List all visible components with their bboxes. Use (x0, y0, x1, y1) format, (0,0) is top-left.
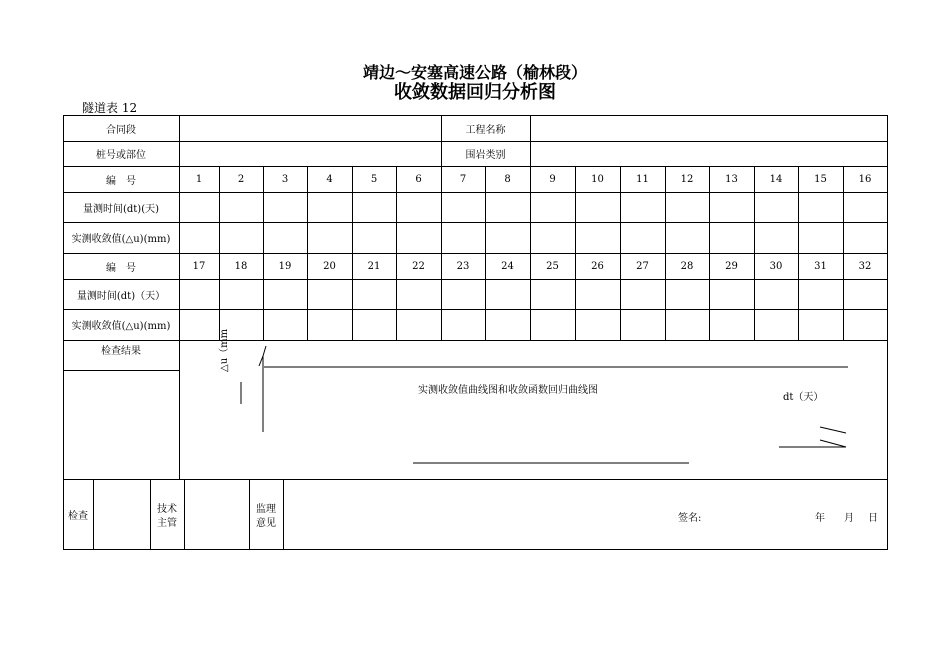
number-label-1: 编 号 (106, 175, 136, 187)
table-row-line (63, 279, 888, 280)
table-row-line (63, 309, 888, 310)
number-cell-1: 1 (195, 173, 203, 185)
number-cell-14: 30 (769, 260, 783, 272)
number-cell-9: 25 (546, 260, 559, 272)
number-cell-12: 12 (680, 173, 694, 185)
table-row-line (63, 222, 888, 223)
table-column-line (184, 479, 185, 549)
year-label: 年 (815, 513, 825, 524)
y-axis-arrow (259, 356, 263, 366)
x-axis-arrow (820, 440, 846, 447)
value-label-1: 实测收敛值(△u)(mm) (71, 234, 171, 245)
document-title: 靖边～安塞高速公路（榆林段） (362, 63, 587, 82)
rock-class-label: 围岩类别 (465, 150, 506, 161)
number-cell-4: 4 (326, 173, 333, 185)
number-cell-12: 28 (680, 260, 694, 272)
document-subtitle: 收敛数据回归分析图 (394, 82, 556, 103)
number-cell-7: 23 (456, 260, 470, 272)
table-column-line (93, 479, 94, 549)
number-cell-5: 5 (370, 173, 378, 185)
day-label: 日 (868, 513, 878, 524)
number-cell-1: 17 (192, 260, 206, 272)
table-row-line (63, 340, 888, 341)
time-label-2: 量测时间(dt)（天） (76, 290, 166, 302)
month-label: 月 (844, 513, 854, 524)
supervisor-label-2: 意见 (256, 517, 276, 529)
table-column-line (530, 115, 531, 166)
time-label-1: 量测时间(dt)(天) (82, 203, 160, 215)
table-border-right (887, 115, 888, 550)
y-axis-arrow (263, 346, 266, 356)
number-cell-8: 24 (501, 260, 514, 272)
supervisor-label-1: 监理 (256, 503, 276, 515)
signature-label: 签名: (678, 513, 702, 524)
number-cell-11: 27 (636, 260, 649, 272)
graph-caption: 实测收敛值曲线图和收敛函数回归曲线图 (418, 385, 598, 396)
number-cell-13: 29 (725, 260, 738, 272)
x-axis-arrow (820, 427, 846, 433)
value-label-2: 实测收敛值(△u)(mm) (71, 321, 171, 332)
number-cell-10: 10 (591, 173, 604, 185)
number-cell-15: 31 (814, 260, 827, 272)
number-cell-6: 22 (412, 260, 425, 272)
station-label: 桩号或部位 (96, 150, 146, 161)
number-label-2: 编 号 (106, 262, 136, 274)
number-cell-13: 13 (725, 173, 738, 185)
number-cell-4: 20 (323, 260, 336, 272)
project-name-label: 工程名称 (465, 125, 506, 136)
number-cell-7: 7 (459, 173, 467, 185)
check-label: 检查 (68, 510, 88, 522)
number-cell-3: 19 (278, 260, 292, 272)
number-cell-8: 8 (504, 173, 511, 185)
number-cell-3: 3 (281, 173, 289, 185)
form-number: 隧道表 12 (82, 101, 138, 115)
number-cell-5: 21 (367, 260, 381, 272)
number-cell-2: 18 (234, 260, 248, 272)
table-row-line (63, 370, 179, 371)
number-cell-2: 2 (237, 173, 245, 185)
number-cell-6: 6 (415, 173, 422, 185)
table-row-line (63, 192, 888, 193)
table-column-line (283, 479, 284, 549)
y-axis-label: △u（mm (219, 328, 230, 372)
check-result-label: 检查结果 (101, 346, 141, 357)
number-cell-11: 11 (636, 173, 649, 185)
contract-label: 合同段 (106, 125, 136, 136)
table-row-line (63, 479, 888, 480)
number-cell-16: 32 (858, 260, 872, 272)
tech-label-2: 主管 (157, 517, 177, 529)
number-cell-15: 15 (814, 173, 827, 185)
table-row-line (63, 549, 888, 550)
tech-label-1: 技术 (157, 503, 177, 515)
number-cell-16: 16 (858, 173, 872, 185)
number-cell-10: 26 (591, 260, 604, 272)
x-axis-label: dt（天） (783, 392, 824, 403)
number-cell-9: 9 (549, 173, 556, 185)
number-cell-14: 14 (769, 173, 783, 185)
